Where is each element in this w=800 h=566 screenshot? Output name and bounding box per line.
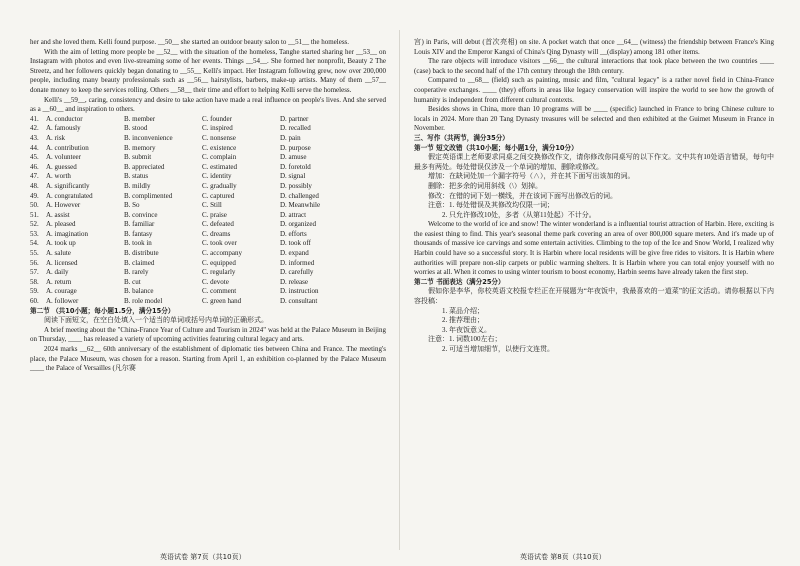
option-a: A. conductor: [46, 114, 83, 123]
page-footer-right: 英语试卷 第8页（共10页）: [520, 553, 606, 561]
option-row: [30, 153, 386, 163]
option-row: [30, 134, 386, 144]
passage-para-1: her and she loved them. Kelli found purpose. __50__ she started an outdoor beauty salon to __51__ the homeless.: [30, 38, 350, 46]
option-b: B. familiar: [124, 220, 155, 229]
option-row: [30, 287, 386, 297]
option-c: C. inspired: [202, 124, 233, 133]
question-number: 54.: [30, 239, 39, 248]
question-number: 42.: [30, 124, 39, 133]
option-a: A. contribution: [46, 143, 89, 152]
option-a: A. risk: [46, 133, 66, 142]
option-d: D. pain: [280, 133, 301, 142]
fill-passage-para-1: A brief meeting about the "China-France Year of Culture and Tourism in 2024" was held at the Palace Museum in Beijing on Thursday, ____ has released a variety of upcoming activities featuring cultural legacy and arts.: [30, 325, 386, 344]
question-number: 50.: [30, 201, 39, 210]
writing-note-2: 2. 可适当增加细节，以使行文连贯。: [442, 345, 554, 353]
option-b: B. inconvenience: [124, 133, 173, 142]
option-b: B. status: [124, 172, 149, 181]
option-a: A. courage: [46, 287, 77, 296]
option-b: B. distribute: [124, 249, 159, 258]
option-a: A. assist: [46, 210, 70, 219]
option-d: D. expand: [280, 249, 309, 258]
option-row: [30, 192, 386, 202]
passage-para-2: With the aim of letting more people be __52__ with the situation of the homeless, Tanghe started sharing her __53__ on Instagram with photos and even live-streaming some of her events. Things __54__. She formed her nonprofit, Beauty 2 The Streetz, and her followers quickly began donating to __55__ Kelli's impact. Her Instagram following grew, now over 200,000 people, including many beauty professionals such as __56__ hairstylists, barbers, make-up artists. Many of them __57__ donate money to keep the services rolling. Others __58__ their time and effort to helping Kelli serve the homeless.: [30, 47, 386, 94]
question-number: 59.: [30, 287, 39, 296]
option-row: [30, 268, 386, 278]
option-c: C. nonsense: [202, 133, 236, 142]
option-a: A. However: [46, 201, 81, 210]
error-correction-essay: Welcome to the world of ice and snow! The winter wonderland is a influential tourist attraction of Harbin. Here, exciting is the easiest thing to find. This year's seasonal theme park covering an area of over 800,000 square meters. And it's made up of thousands of massive ice carvings and some entertain activities. Climbing to the top of the Ice and Snow World, I realized why Harbin could have so a successful story. It is Harbin where local residents will be give free rides to visitors. It is Harbin where authorities will prepare non-slip carpets or public warming shelters. It is Harbin where you can total enjoy yourself with no worries at all. When it comes to using winter tourism to boost economy, Harbin seems have already taken the first step.: [414, 220, 774, 277]
writing-note-1: 注意：1. 词数100左右；: [428, 335, 502, 344]
question-number: 43.: [30, 133, 39, 142]
option-b: B. appreciated: [124, 162, 165, 171]
option-b: B. balance: [124, 287, 154, 296]
option-a: A. famously: [46, 124, 81, 133]
option-row: [30, 297, 386, 307]
option-b: B. claimed: [124, 258, 155, 267]
option-c: C. comment: [202, 287, 237, 296]
option-d: D. foretold: [280, 162, 311, 171]
question-number: 48.: [30, 181, 39, 190]
writing-point: 1. 菜品介绍；: [442, 306, 484, 315]
option-d: D. Meanwhile: [280, 201, 321, 210]
error-correction-note-1: 注意：1. 每处错误及其修改均仅限一词；: [428, 201, 554, 210]
fill-passage-para-2: 2024 marks __62__ 60th anniversary of the establishment of diplomatic ties between China and France. The meeting's place, the Palace Museum, was chosen for a reason. Starting from April 1, an exhibition co-planned by the Palace Museum ____ the Palace of Versailles (凡尔赛: [30, 345, 386, 373]
question-number: 55.: [30, 249, 39, 258]
option-d: D. signal: [280, 172, 306, 181]
error-correction-delete-rule: 删除：把多余的词用斜线（\）划掉。: [428, 181, 542, 190]
option-b: B. fantasy: [124, 229, 153, 238]
fill-passage-para-3: 宫) in Paris, will debut (首次亮相) on site. A pocket watch that once __64__ (witness) the friendship between France's King Louis XIV and the Emperor Kangxi of China's Qing Dynasty will __(display) among 181 other items.: [414, 38, 774, 56]
option-row: [30, 144, 386, 154]
option-c: C. gradually: [202, 181, 237, 190]
right-column: [414, 38, 774, 355]
option-row: [30, 220, 386, 230]
option-row: [30, 115, 386, 125]
option-c: C. estimated: [202, 162, 237, 171]
option-b: B. member: [124, 114, 156, 123]
option-c: C. Still: [202, 201, 222, 210]
option-row: [30, 211, 386, 221]
error-correction-add-rule: 增加：在缺词处加一个漏字符号（∧），并在其下面写出该加的词。: [428, 172, 635, 181]
option-c: C. identity: [202, 172, 232, 181]
option-d: D. carefully: [280, 268, 314, 277]
error-correction-note-2: 2. 只允许修改10处，多者（从第11处起）不计分。: [442, 210, 596, 219]
question-number: 58.: [30, 277, 39, 286]
option-b: B. complimented: [124, 191, 173, 200]
option-a: A. return: [46, 277, 72, 286]
option-d: D. took off: [280, 239, 311, 248]
writing-point: 2. 推荐理由；: [442, 316, 484, 325]
option-d: D. instruction: [280, 287, 319, 296]
error-correction-modify-rule: 修改：在错的词下划一横线，并在该词下面写出修改后的词。: [428, 191, 617, 200]
option-c: C. complain: [202, 153, 237, 162]
question-number: 51.: [30, 210, 39, 219]
option-c: C. took over: [202, 239, 237, 248]
option-a: A. follower: [46, 297, 79, 306]
question-number: 56.: [30, 258, 39, 267]
option-row: [30, 172, 386, 182]
fill-passage-para-6: Besides shows in China, more than 10 programs will be ____ (specific) launched in France to bring Chinese culture to locals in 2024. More than 20 Tang Dynasty treasures will be selected and then exhibited at the Guimet Museum in France in November.: [414, 105, 774, 133]
question-number: 44.: [30, 143, 39, 152]
option-a: A. significantly: [46, 181, 90, 190]
writing-point: 3. 年夜饭意义。: [442, 325, 491, 334]
option-d: D. attract: [280, 210, 307, 219]
option-c: C. existence: [202, 143, 237, 152]
question-number: 52.: [30, 220, 39, 229]
option-b: B. cut: [124, 277, 141, 286]
section2-header: 第二节 （共10小题；每小题1.5分，满分15分）: [30, 306, 175, 315]
writing-instructions: 假如你是李华，你校英语文校报专栏正在开展题为“年夜饭中，我最喜欢的一道菜”的征文活动。请你根据以下内容投稿：: [414, 287, 774, 306]
option-c: C. defeated: [202, 220, 234, 229]
option-c: C. praise: [202, 210, 227, 219]
option-c: C. founder: [202, 114, 232, 123]
option-c: C. green hand: [202, 297, 242, 306]
option-b: B. role model: [124, 297, 163, 306]
cloze-options: [30, 115, 386, 307]
writing-header: 第二节 书面表达（满分25分）: [414, 277, 505, 286]
option-row: [30, 249, 386, 259]
passage-para-3: Kelli's __59__, caring, consistency and desire to take action have made a real influence on people's lives. And she served as a __60__ and inspiration to others.: [30, 95, 386, 114]
option-d: D. possibly: [280, 181, 312, 190]
option-a: A. salute: [46, 249, 71, 258]
option-row: [30, 230, 386, 240]
option-b: B. memory: [124, 143, 156, 152]
option-a: A. congratulated: [46, 191, 93, 200]
option-row: [30, 182, 386, 192]
option-d: D. release: [280, 277, 308, 286]
option-c: C. devote: [202, 277, 229, 286]
option-b: B. submit: [124, 153, 152, 162]
option-row: [30, 163, 386, 173]
fill-passage-para-4: The rare objects will introduce visitors __66__ the cultural interactions that took place between the two countries ____ (case) back to the second half of the 17th century through the 18th century.: [414, 57, 774, 75]
error-correction-instructions: 假定英语课上老师要求同桌之间交换修改作文，请你修改你同桌写的以下作文。文中共有10处语言错误，每句中最多有两处。每处错误仅涉及一个单词的增加、删除或修改。: [414, 153, 774, 171]
option-a: A. pleased: [46, 220, 76, 229]
question-number: 49.: [30, 191, 39, 200]
option-a: A. took up: [46, 239, 76, 248]
option-c: C. captured: [202, 191, 235, 200]
option-d: D. partner: [280, 114, 309, 123]
writing-points: [414, 307, 774, 336]
question-number: 41.: [30, 114, 39, 123]
page-gutter: [399, 30, 400, 550]
option-b: B. rarely: [124, 268, 149, 277]
option-d: D. organized: [280, 220, 317, 229]
option-row: [30, 278, 386, 288]
left-column: [30, 38, 386, 374]
option-b: B. So: [124, 201, 140, 210]
question-number: 47.: [30, 172, 39, 181]
option-row: [30, 239, 386, 249]
option-d: D. efforts: [280, 229, 307, 238]
option-d: D. consultant: [280, 297, 318, 306]
question-number: 57.: [30, 268, 39, 277]
question-number: 53.: [30, 229, 39, 238]
option-d: D. amuse: [280, 153, 307, 162]
option-c: C. equipped: [202, 258, 236, 267]
question-number: 60.: [30, 297, 39, 306]
option-b: B. took in: [124, 239, 152, 248]
option-d: D. informed: [280, 258, 315, 267]
option-c: C. accompany: [202, 249, 243, 258]
option-row: [30, 201, 386, 211]
option-b: B. convince: [124, 210, 158, 219]
error-correction-header: 第一节 短文改错（共10小题；每小题1分，满分10分）: [414, 143, 578, 152]
option-a: A. guessed: [46, 162, 77, 171]
option-a: A. licensed: [46, 258, 78, 267]
fill-passage-para-5: Compared to __68__ (field) such as painting, music and film, "cultural legacy" is a rather novel field in China-France cooperative exchanges. ____ (they) efforts in areas like legacy conservation will inspire the world to see how the growth of humanity is independent from different cultural contexts.: [414, 76, 774, 104]
option-c: C. dreams: [202, 229, 231, 238]
option-b: B. stood: [124, 124, 148, 133]
option-a: A. imagination: [46, 229, 88, 238]
option-a: A. daily: [46, 268, 69, 277]
part3-header: 三、写作（共两节，满分35分）: [414, 133, 509, 142]
option-b: B. mildly: [124, 181, 151, 190]
option-row: [30, 259, 386, 269]
question-number: 45.: [30, 153, 39, 162]
option-row: [30, 124, 386, 134]
option-c: C. regularly: [202, 268, 236, 277]
question-number: 46.: [30, 162, 39, 171]
option-a: A. worth: [46, 172, 71, 181]
page-footer-left: 英语试卷 第7页（共10页）: [160, 553, 246, 561]
option-d: D. purpose: [280, 143, 311, 152]
option-d: D. recalled: [280, 124, 311, 133]
section2-instructions: 阅读下面短文，在空白处填入一个适当的单词或括号内单词的正确形式。: [44, 316, 268, 325]
option-a: A. volunteer: [46, 153, 81, 162]
option-d: D. challenged: [280, 191, 319, 200]
